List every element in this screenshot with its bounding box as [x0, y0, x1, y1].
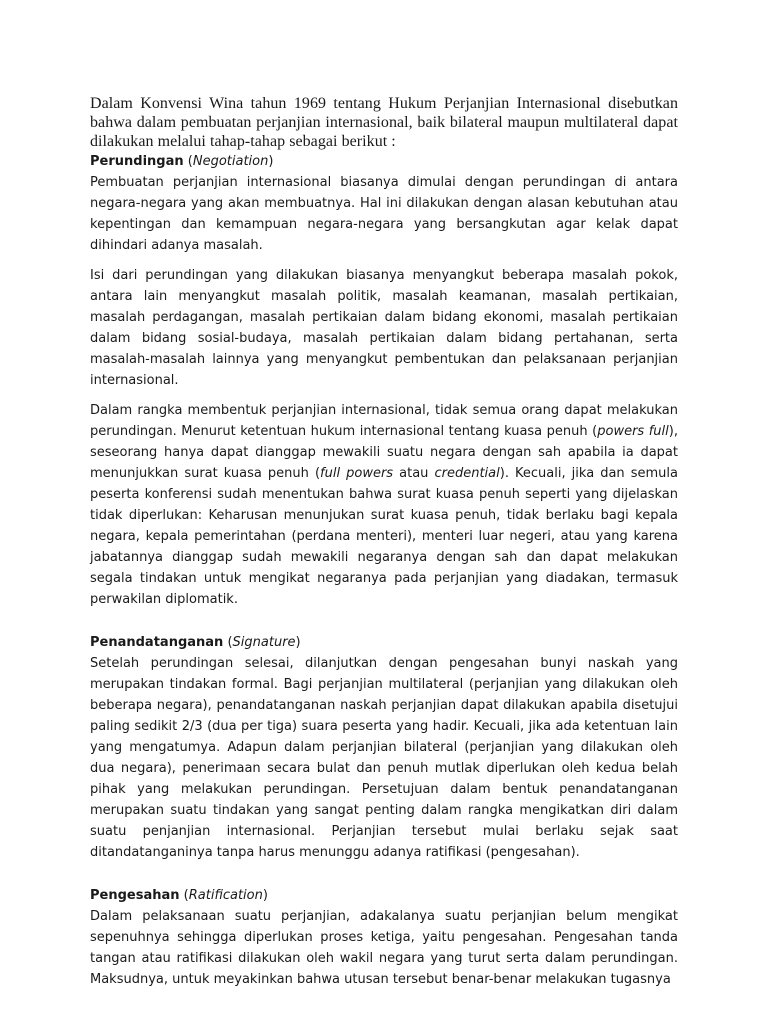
section-term: Signature: [232, 635, 296, 650]
text-run: Dalam rangka membentuk perjanjian internasional, tidak semua orang dapat melakukan perundingan. Menurut ketentuan hukum internasional tentang kuasa penuh (: [90, 403, 678, 439]
spacer: [90, 863, 678, 885]
text-run: atau: [393, 466, 435, 481]
paragraph: Setelah perundingan selesai, dilanjutkan dengan pengesahan bunyi naskah yang merupakan tindakan formal. Bagi perjanjian multilateral (perjanjian yang dilakukan oleh beberapa negara), penandatanganan naskah perjanjian dapat dilakukan apabila disetujui paling sedikit 2/3 (dua per tiga) suara peserta yang hadir. Kecuali, jika ada ketentuan lain yang mengatumya. Adapun dalam perjanjian bilateral (perjanjian yang dilakukan oleh dua negara), penerimaan secara bulat dan penuh mutlak diperlukan oleh kedua belah pihak yang melakukan perundingan. Persetujuan dalam bentuk penandatanganan merupakan suatu tindakan yang sangat penting dalam rangka mengikatkan diri dalam suatu penjanjian internasional. Perjanjian tersebut mulai berlaku sejak saat ditandatanganinya tanpa harus menunggu adanya ratifikasi (pengesahan).: [90, 656, 678, 860]
paragraph: Pembuatan perjanjian internasional biasanya dimulai dengan perundingan di antara negara-negara yang akan membuatnya. Hal ini dilakukan dengan alasan kebutuhan atau kepentingan dan kemampuan negara-negara yang bersangkutan agar kelak dapat dihindari adanya masalah.: [90, 175, 678, 253]
section-title: Pengesahan: [90, 888, 180, 903]
section-heading-penandatanganan: Penandatanganan (Signature): [90, 635, 301, 650]
paragraph: [90, 400, 678, 610]
spacer: [90, 610, 678, 632]
paragraph: Dalam pelaksanaan suatu perjanjian, adakalanya suatu perjanjian belum mengikat sepenuhnya sehingga diperlukan proses ketiga, yaitu pengesahan. Pengesahan tanda tangan atau ratifikasi dilakukan oleh wakil negara yang turut serta dalam perundingan. Maksudnya, untuk meyakinkan bahwa utusan tersebut benar-benar melakukan tugasnya: [90, 909, 678, 987]
section-heading-pengesahan: Pengesahan (Ratification): [90, 888, 268, 903]
paragraph: Isi dari perundingan yang dilakukan biasanya menyangkut beberapa masalah pokok, antara lain menyangkut masalah politik, masalah keamanan, masalah pertikaian, masalah perdagangan, masalah pertikaian dalam bidang ekonomi, masalah pertikaian dalam bidang sosial-budaya, masalah pertikaian dalam bidang pertahanan, serta masalah-masalah lainnya yang menyangkut pembentukan dan pelaksanaan perjanjian internasional.: [90, 268, 678, 388]
text-run: ). Kecuali, jika dan semula peserta konferensi sudah menentukan bahwa surat kuasa penuh seperti yang dijelaskan tidak diperlukan: Keharusan menunjukan surat kuasa penuh, tidak berlaku bagi kepala negara, kepala pemerintahan (perdana menteri), menteri luar negeri, atau yang karena jabatannya dianggap sudah mewakili negaranya dengan sah dan dapat melakukan segala tindakan untuk mengikat negaranya pada perjanjian yang diadakan, termasuk perwakilan diplomatik.: [90, 466, 678, 607]
intro-paragraph: Dalam Konvensi Wina tahun 1969 tentang Hukum Perjanjian Internasional disebutkan bahwa dalam pembuatan perjanjian internasional, baik bilateral maupun multilateral dapat dilakukan melalui tahap-tahap sebagai berikut :: [90, 95, 678, 150]
section-title: Penandatanganan: [90, 635, 224, 650]
section-term: Negotiation: [192, 154, 269, 169]
italic-term: powers full: [597, 424, 669, 439]
italic-term: credential: [434, 466, 500, 481]
section-title: Perundingan: [90, 154, 184, 169]
text-run: ), seseorang hanya dapat dianggap mewakili suatu negara dengan sah apabila ia dapat menunjukkan surat kuasa penuh (: [90, 424, 678, 481]
section-term: Ratification: [188, 888, 263, 903]
section-heading-perundingan: Perundingan (Negotiation): [90, 154, 274, 169]
italic-term: full powers: [320, 466, 394, 481]
